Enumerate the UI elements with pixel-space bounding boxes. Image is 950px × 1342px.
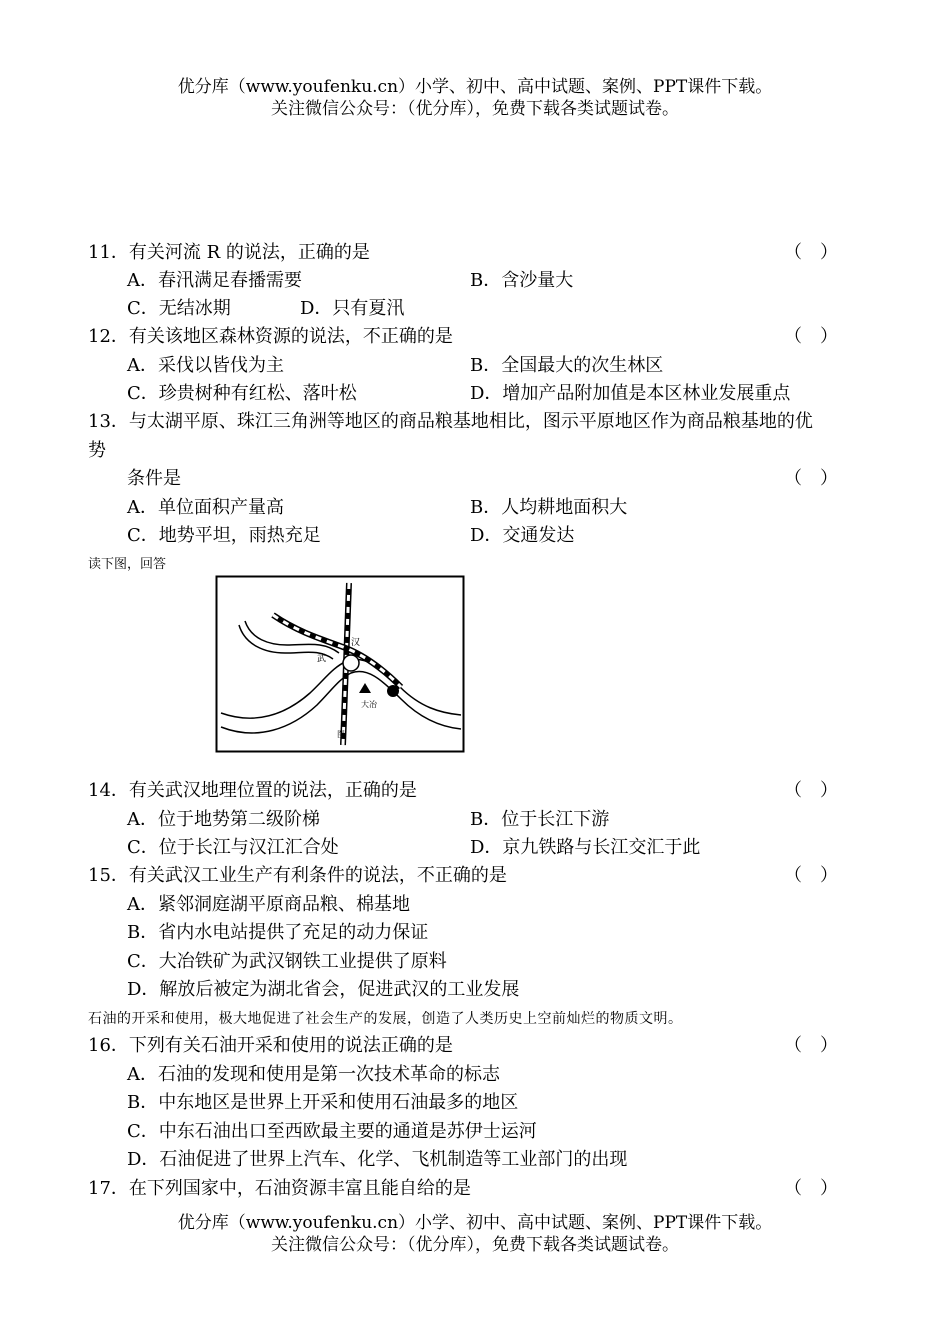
map-intro: 读下图，回答 [88, 557, 167, 572]
q15-stem: 15．有关武汉工业生产有利条件的说法，不正确的是 [88, 865, 507, 886]
q14-option-d[interactable]: D．京九铁路与长江交汇于此 [470, 837, 701, 858]
q15-option-c[interactable]: C．大冶铁矿为武汉钢铁工业提供了原料 [127, 951, 447, 972]
q11-answer-blank[interactable]: （ ） [784, 242, 838, 263]
q12-option-a[interactable]: A．采伐以皆伐为主 [127, 355, 284, 376]
lake-symbol [387, 685, 399, 697]
header-line-1: 优分库（www.youfenku.cn）小学、初中、高中试题、案例、PPT课件下载。 [177, 77, 773, 97]
q15-option-a[interactable]: A．紧邻洞庭湖平原商品粮、棉基地 [127, 894, 410, 915]
q14-option-b[interactable]: B．位于长江下游 [470, 809, 610, 830]
footer-line-1: 优分库（www.youfenku.cn）小学、初中、高中试题、案例、PPT课件下载。 [177, 1213, 773, 1233]
q16-option-a[interactable]: A．石油的发现和使用是第一次技术革命的标志 [127, 1064, 500, 1085]
q17-answer-blank[interactable]: （ ） [784, 1178, 838, 1199]
q15-answer-blank[interactable]: （ ） [784, 865, 838, 886]
q16-option-c[interactable]: C．中东石油出口至西欧最主要的通道是苏伊士运河 [127, 1121, 537, 1142]
q11-option-a[interactable]: A．春汛满足春播需要 [127, 270, 302, 291]
map-label-wu: 武 [317, 654, 327, 664]
q16-stem: 16．下列有关石油开采和使用的说法正确的是 [88, 1035, 453, 1056]
wuhan-junction [343, 655, 359, 671]
q12-stem: 12．有关该地区森林资源的说法，不正确的是 [88, 326, 453, 347]
q13-stem-continued: 条件是 [127, 468, 181, 489]
q12-option-c[interactable]: C．珍贵树种有红松、落叶松 [127, 383, 357, 404]
q13-answer-blank[interactable]: （ ） [784, 468, 838, 489]
q15-option-b[interactable]: B．省内水电站提供了充足的动力保证 [127, 922, 429, 943]
q13-option-a[interactable]: A．单位面积产量高 [127, 497, 284, 518]
q12-answer-blank[interactable]: （ ） [784, 326, 838, 347]
q15-option-d[interactable]: D．解放后被定为湖北省会，促进武汉的工业发展 [127, 979, 520, 1000]
q14-answer-blank[interactable]: （ ） [784, 780, 838, 801]
q13-option-b[interactable]: B．人均耕地面积大 [470, 497, 628, 518]
q13-option-d[interactable]: D．交通发达 [470, 525, 575, 546]
q14-option-c[interactable]: C．位于长江与汉江汇合处 [127, 837, 339, 858]
q11-stem: 11．有关河流 R 的说法，正确的是 [88, 242, 370, 263]
q16-answer-blank[interactable]: （ ） [784, 1035, 838, 1056]
footer-line-2: 关注微信公众号：（优分库），免费下载各类试题试卷。 [271, 1235, 679, 1255]
q13-stem: 13．与太湖平原、珠江三角洲等地区的商品粮基地相比，图示平原地区作为商品粮基地的优 [88, 411, 813, 432]
oil-intro: 石油的开采和使用，极大地促进了社会生产的发展，创造了人类历史上空前灿烂的物质文明。 [88, 1011, 683, 1027]
q13-option-c[interactable]: C．地势平坦，雨热充足 [127, 525, 321, 546]
page-header [0, 76, 950, 120]
q11-option-d[interactable]: D．只有夏汛 [300, 298, 405, 319]
q11-option-b[interactable]: B．含沙量大 [470, 270, 574, 291]
q12-option-d[interactable]: D．增加产品附加值是本区林业发展重点 [470, 383, 791, 404]
q16-option-d[interactable]: D．石油促进了世界上汽车、化学、飞机制造等工业部门的出现 [127, 1149, 628, 1170]
map-label-han: 汉 [351, 638, 361, 648]
q11-option-c[interactable]: C．无结冰期 [127, 298, 231, 319]
map-label-daye: 大冶 [361, 700, 377, 709]
header-line-2: 关注微信公众号：（优分库），免费下载各类试题试卷。 [271, 99, 679, 119]
q14-stem: 14．有关武汉地理位置的说法，正确的是 [88, 780, 417, 801]
q17-stem: 17．在下列国家中，石油资源丰富且能自给的是 [88, 1178, 471, 1199]
q14-option-a[interactable]: A．位于地势第二级阶梯 [127, 809, 320, 830]
page-footer [0, 1212, 950, 1256]
map-label-bottom: 图 [337, 730, 345, 739]
q16-option-b[interactable]: B．中东地区是世界上开采和使用石油最多的地区 [127, 1092, 519, 1113]
q12-option-b[interactable]: B．全国最大的次生林区 [470, 355, 664, 376]
q13-stem-wrap: 势 [88, 440, 106, 461]
wuhan-map [215, 575, 465, 753]
